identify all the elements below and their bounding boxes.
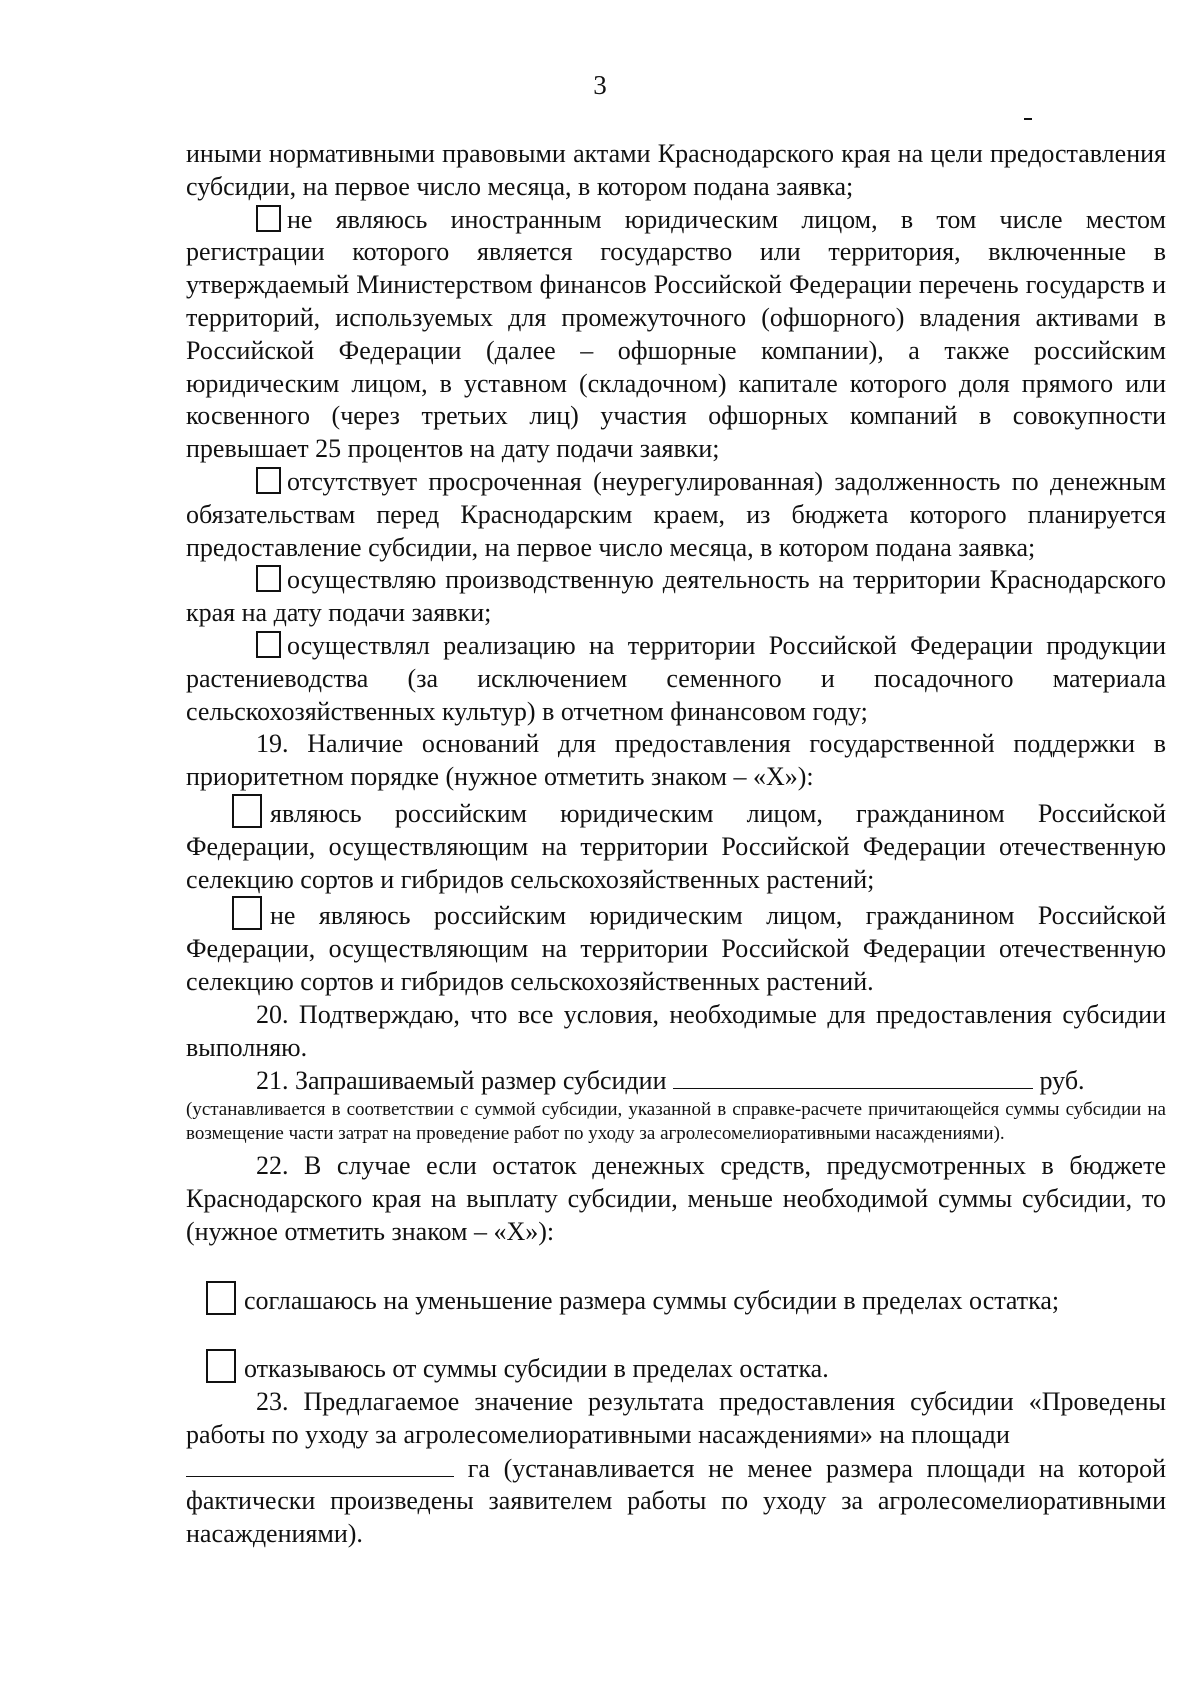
paragraph-19: 19. Наличие оснований для предоставления государственной поддержки в приоритетном порядке (нужное отметить знаком – «Х»): (186, 729, 1166, 792)
checkbox-item-sales (186, 630, 1166, 728)
subsidy-amount-field[interactable] (673, 1064, 1033, 1089)
checkbox-item-is-breeder (186, 794, 1166, 896)
option-label: отказываюсь от суммы субсидии в пределах остатка. (244, 1354, 829, 1384)
paragraph-22: 22. В случае если остаток денежных средств, предусмотренных в бюджете Краснодарского края на выплату субсидии, меньше необходимой суммы субсидии, то (нужное отметить знаком – «Х»): (186, 1151, 1166, 1246)
paragraph-21-note: (устанавливается в соответствии с суммой субсидии, указанной в справке-расчете причитающейся суммы субсидии на возмещение части затрат на проведение работ по уходу за агролесомелиоративными насаждениями). (186, 1099, 1166, 1145)
paragraph-intro: иными нормативными правовыми актами Краснодарского края на цели предоставления субсидии, на первое число месяца, в котором подана заявка; (186, 139, 1166, 201)
checkbox[interactable] (256, 631, 281, 658)
checkbox-label: осуществляю производственную деятельность на территории Краснодарского края на дату подачи заявки; (186, 565, 1166, 628)
checkbox-item-production (186, 564, 1166, 630)
checkbox[interactable] (232, 794, 262, 828)
checkbox-item-no-debt (186, 466, 1166, 564)
paragraph-23-text: 23. Предлагаемое значение результата предоставления субсидии «Проведены работы по уходу за агролесомелиоративными насаждениями» на площади (186, 1387, 1166, 1449)
checkbox-label: не являюсь иностранным юридическим лицом, в том числе местом регистрации которого является государство или территория, включенные в утверждаемый Министерством финансов Российской Федерации перечень государств и территорий, используемых для промежуточного (офшорного) владения активами в Российской Федерации (далее – офшорные компании), а также российским юридическим лицом, в уставном (складочном) капитале которого доля прямого или косвенного (через третьих лиц) участия офшорных компаний в совокупности превышает 25 процентов на дату подачи заявки; (186, 204, 1166, 464)
option-agree (186, 1281, 1166, 1318)
page-number: 3 (593, 70, 607, 100)
checkbox-item-offshore (186, 204, 1166, 466)
paragraph-23-cont (186, 1452, 1166, 1551)
paragraph-20: 20. Подтверждаю, что все условия, необходимые для предоставления субсидии выполняю. (186, 999, 1166, 1062)
checkbox[interactable] (232, 896, 262, 930)
document-body (186, 138, 1166, 1551)
paragraph-23-text-cont: га (устанавливается не менее размера площади на которой фактически произведены заявителем работы по уходу за агролесомелиоративными насаждениями). (186, 1453, 1166, 1549)
checkbox-label: осуществлял реализацию на территории Российской Федерации продукции растениеводства (за исключением семенного и посадочного материала сельскохозяйственных культур) в отчетном финансовом году; (186, 630, 1166, 726)
subsidy-amount-unit: руб. (1039, 1066, 1085, 1096)
checkbox[interactable] (206, 1281, 236, 1315)
option-refuse (186, 1349, 1166, 1386)
area-field[interactable] (186, 1452, 454, 1477)
checkbox[interactable] (256, 205, 281, 232)
subsidy-amount-label: 21. Запрашиваемый размер субсидии (256, 1066, 667, 1096)
option-label: соглашаюсь на уменьшение размера суммы субсидии в пределах остатка; (244, 1285, 1060, 1315)
checkbox[interactable] (256, 565, 281, 592)
stray-mark (1024, 118, 1032, 120)
checkbox-label: не являюсь российским юридическим лицом, гражданином Российской Федерации, осуществляющим на территории Российской Федерации отечественную селекцию сортов и гибридов сельскохозяйственных растений. (186, 901, 1166, 996)
paragraph-21 (186, 1064, 1166, 1098)
checkbox[interactable] (206, 1349, 236, 1383)
paragraph-23 (186, 1386, 1166, 1452)
checkbox-label: отсутствует просроченная (неурегулированная) задолженность по денежным обязательствам перед Краснодарским краем, из бюджета которого планируется предоставление субсидии, на первое число месяца, в котором подана заявка; (186, 466, 1166, 562)
checkbox-label: являюсь российским юридическим лицом, гражданином Российской Федерации, осуществляющим на территории Российской Федерации отечественную селекцию сортов и гибридов сельскохозяйственных растений; (186, 798, 1166, 894)
checkbox-item-not-breeder (186, 896, 1166, 998)
checkbox[interactable] (256, 467, 281, 494)
